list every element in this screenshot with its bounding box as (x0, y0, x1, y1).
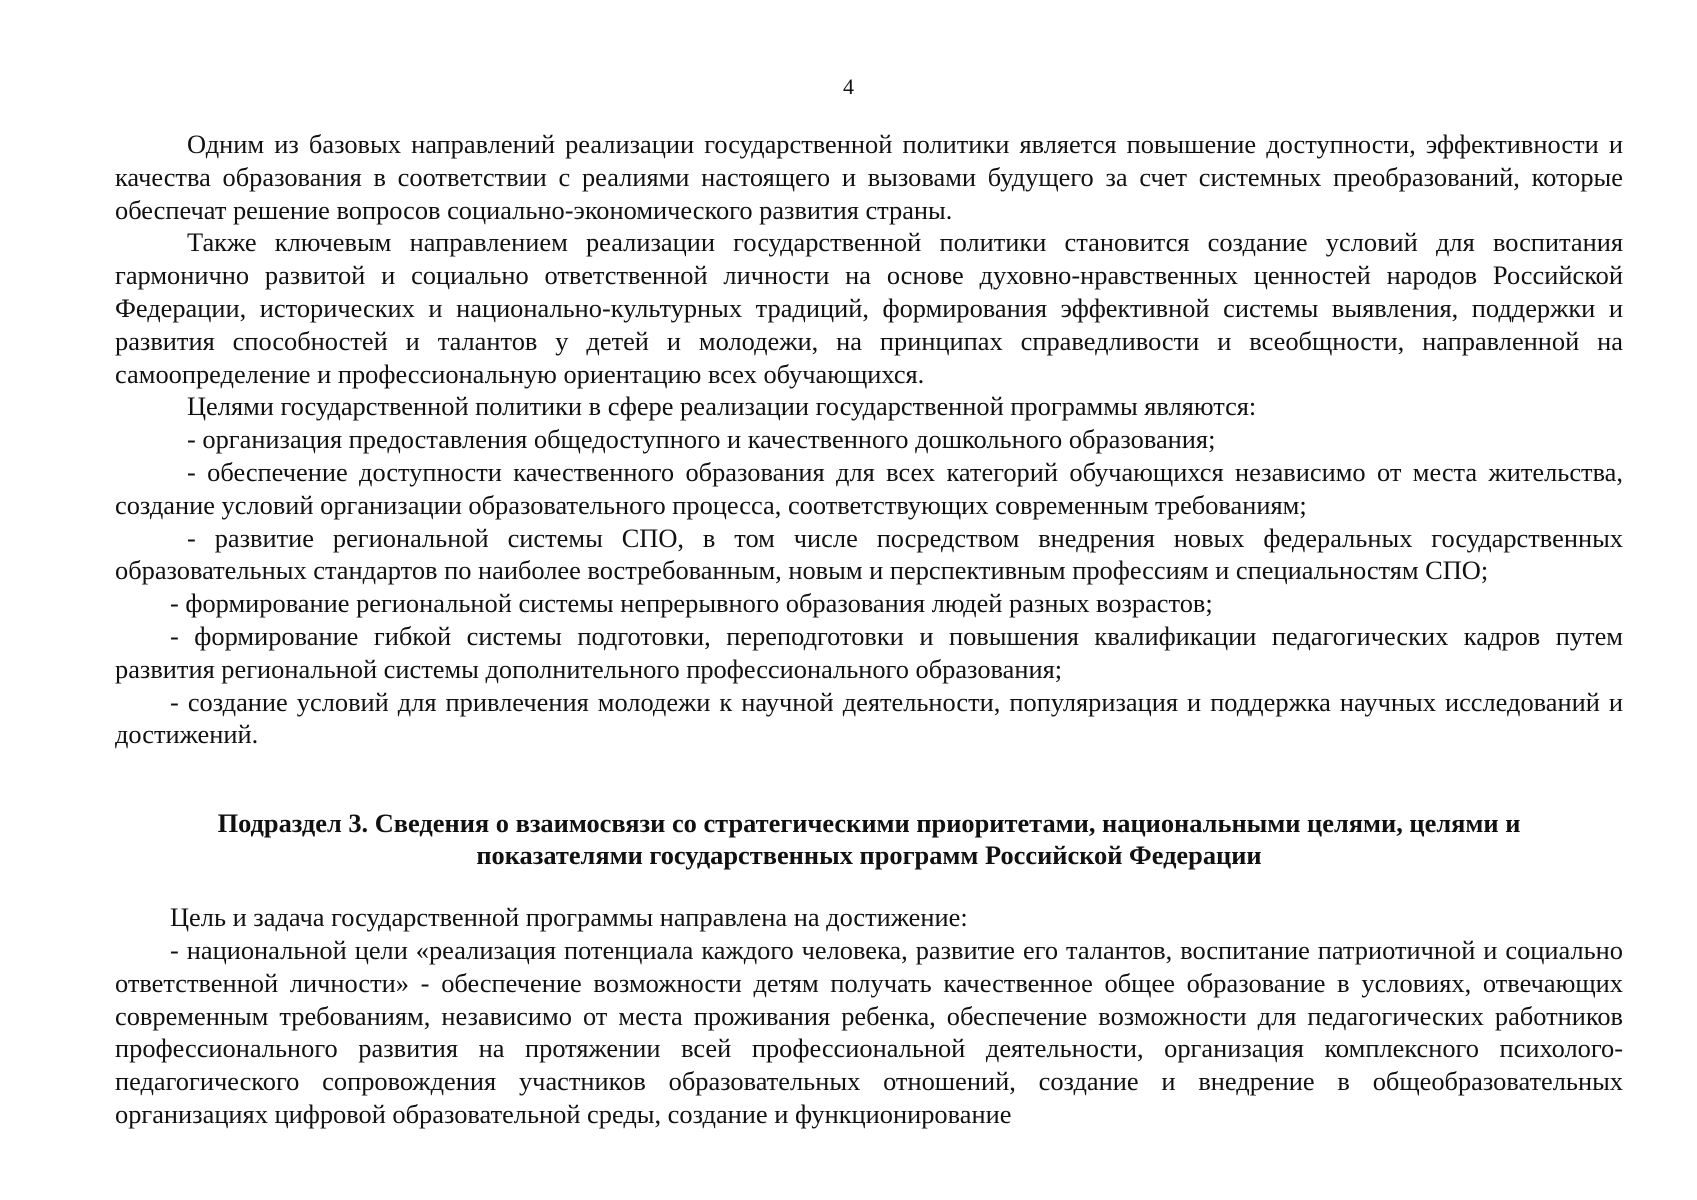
list-item-teacher-training: - формирование гибкой системы подготовки, переподготовки и повышения квалификации педагогических кадров путем развития региональной системы дополнительного профессионального образования; (115, 620, 1623, 684)
list-item-national-goal: - национальной цели «реализация потенциала каждого человека, развитие его талантов, воспитание патриотичной и социально ответственной личности» - обеспечение возможности детям получать качественное общее образование в условиях, отвечающих современным требованиям, независимо от места проживания ребенка, обеспечение возможности для педагогических работников профессионального развития на протяжении всей профессиональной деятельности, организация комплексного психолого-педагогического сопровождения участников образовательных отношений, создание и внедрение в общеобразовательных организациях цифровой образовательной среды, создание и функционирование (115, 934, 1623, 1129)
paragraph-goal-intro: Цель и задача государственной программы направлена на достижение: (170, 902, 968, 933)
section-heading (115, 807, 1623, 871)
section-3-body (115, 901, 1623, 1131)
list-item-youth-science: - создание условий для привлечения молодежи к научной деятельности, популяризация и поддержка научных исследований и достижений. (115, 686, 1623, 750)
document-body (115, 128, 1623, 1131)
list-item-accessibility: - обеспечение доступности качественного образования для всех категорий обучающихся независимо от места жительства, создание условий организации образовательного процесса, соответствующих современным требованиям; (115, 456, 1623, 520)
section-heading-line-1: Подраздел 3. Сведения о взаимосвязи со стратегическими приоритетами, национальными целями, целями и (217, 808, 1521, 839)
page-number: 4 (843, 74, 854, 99)
list-item-continuous-education: - формирование региональной системы непрерывного образования людей разных возрастов; (170, 588, 1213, 619)
list-item-spo-system: - развитие региональной системы СПО, в том числе посредством внедрения новых федеральных государственных образовательных стандартов по наиболее востребованным, новым и перспективным профессиям и специальностям СПО; (115, 522, 1623, 586)
paragraph-key-direction: Также ключевым направлением реализации государственной политики становится создание условий для воспитания гармонично развитой и социально ответственной личности на основе духовно-нравственных ценностей народов Российской Федерации, исторических и национально-культурных традиций, формирования эффективной системы выявления, поддержки и развития способностей и талантов у детей и молодежи, на принципах справедливости и всеобщности, направленной на самоопределение и профессиональную ориентацию всех обучающихся. (115, 227, 1623, 389)
paragraph-policy-goals-intro: Целями государственной политики в сфере реализации государственной программы являются: (187, 391, 1257, 422)
paragraph-basic-directions: Одним из базовых направлений реализации государственной политики является повышение доступности, эффективности и качества образования в соответствии с реалиями настоящего и вызовами будущего за счет системных преобразований, которые обеспечат решение вопросов социально-экономического развития страны. (115, 129, 1623, 225)
section-heading-line-2: показателями государственных программ Российской Федерации (476, 840, 1262, 871)
list-item-preschool: - организация предоставления общедоступного и качественного дошкольного образования; (187, 424, 1216, 455)
